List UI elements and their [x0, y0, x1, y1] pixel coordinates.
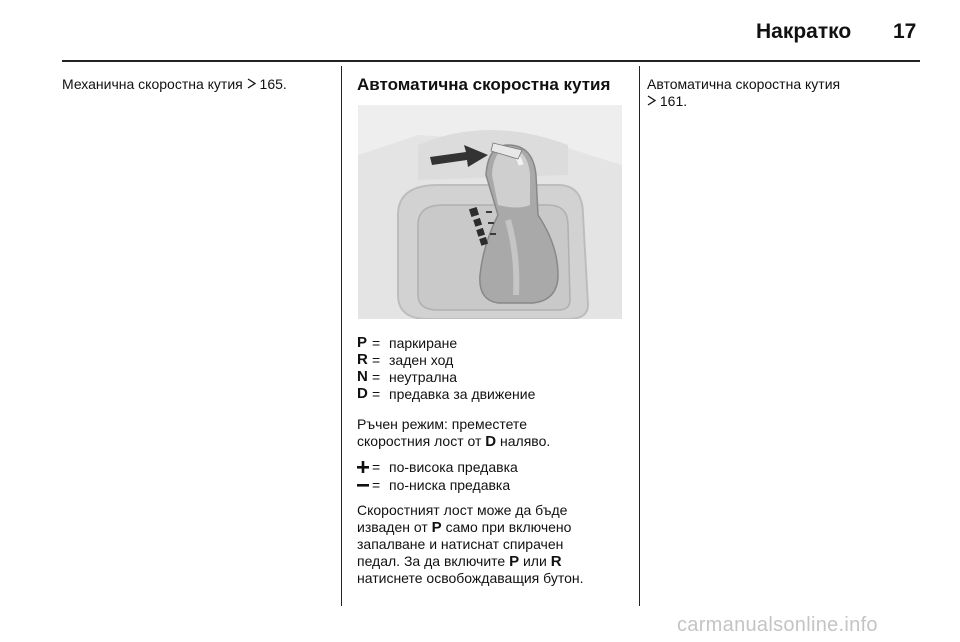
page-number: 17 [893, 20, 917, 43]
gear-lever-illustration [358, 105, 622, 319]
manual-mode-intro [357, 416, 627, 450]
equals-sign: = [372, 368, 381, 385]
gear-description: паркиране [389, 334, 458, 351]
equals-sign: = [372, 351, 381, 368]
manual-description: по-висока предавка [389, 459, 518, 475]
note-line2a: изваден от [357, 519, 428, 535]
manual-mode-list [357, 458, 518, 494]
note-line2b: само при включено [445, 519, 572, 535]
release-button-note [357, 502, 637, 587]
note-line4a: педал. За да включите [357, 553, 506, 569]
page-header-title: Накратко [756, 20, 852, 43]
section-title: Автоматична скоростна кутия [357, 75, 611, 94]
column-divider-1 [341, 66, 342, 606]
site-watermark: carmanualsonline.info [677, 614, 878, 636]
automatic-gearbox-page-ref[interactable]: 161. [659, 93, 688, 109]
note-line4-or: или [522, 553, 547, 569]
automatic-gearbox-reference [647, 76, 907, 110]
gear-row-park [357, 334, 535, 351]
note-line3: запалване и натиснат спирачен [357, 536, 564, 552]
automatic-gearbox-text: Автоматична скоростна кутия [647, 76, 841, 92]
gear-key: N [357, 368, 368, 385]
column-divider-2 [639, 66, 640, 606]
manual-gearbox-reference [62, 76, 337, 93]
note-line1: Скоростният лост може да бъде [357, 502, 568, 518]
manual-intro-line1: Ръчен режим: преместете [357, 416, 527, 432]
note-line2-key: P [431, 519, 442, 536]
equals-sign: = [372, 334, 381, 351]
equals-sign: = [372, 385, 381, 402]
gear-row-drive [357, 385, 535, 402]
note-line4-key2: R [550, 553, 562, 570]
gear-row-neutral [357, 368, 535, 385]
gear-position-list [357, 334, 535, 402]
note-line5: натиснете освобождаващия бутон. [357, 570, 584, 586]
gear-key: P [357, 334, 368, 351]
page-reference-arrow-icon [247, 76, 256, 93]
equals-sign: = [372, 477, 381, 493]
equals-sign: = [372, 459, 381, 475]
gear-description: заден ход [389, 351, 454, 368]
plus-icon [357, 461, 372, 473]
page-reference-arrow-icon [647, 93, 656, 110]
gear-key: D [357, 385, 368, 402]
manual-gearbox-page-ref[interactable]: 165. [259, 76, 287, 92]
gear-row-reverse [357, 351, 535, 368]
automatic-gearbox-section [357, 74, 627, 96]
manual-row-upshift [357, 458, 518, 476]
manual-description: по-ниска предавка [389, 477, 511, 493]
gear-description: предавка за движение [389, 385, 536, 402]
manual-intro-line2-end: наляво. [500, 433, 551, 449]
manual-gearbox-text: Механична скоростна кутия [62, 76, 243, 92]
manual-intro-key: D [485, 433, 497, 450]
gear-description: неутрална [389, 368, 458, 385]
gear-key: R [357, 351, 368, 368]
manual-row-downshift [357, 476, 518, 494]
minus-icon [357, 479, 372, 491]
header-divider [62, 60, 920, 62]
manual-intro-line2: скоростния лост от [357, 433, 482, 449]
note-line4-key1: P [509, 553, 520, 570]
